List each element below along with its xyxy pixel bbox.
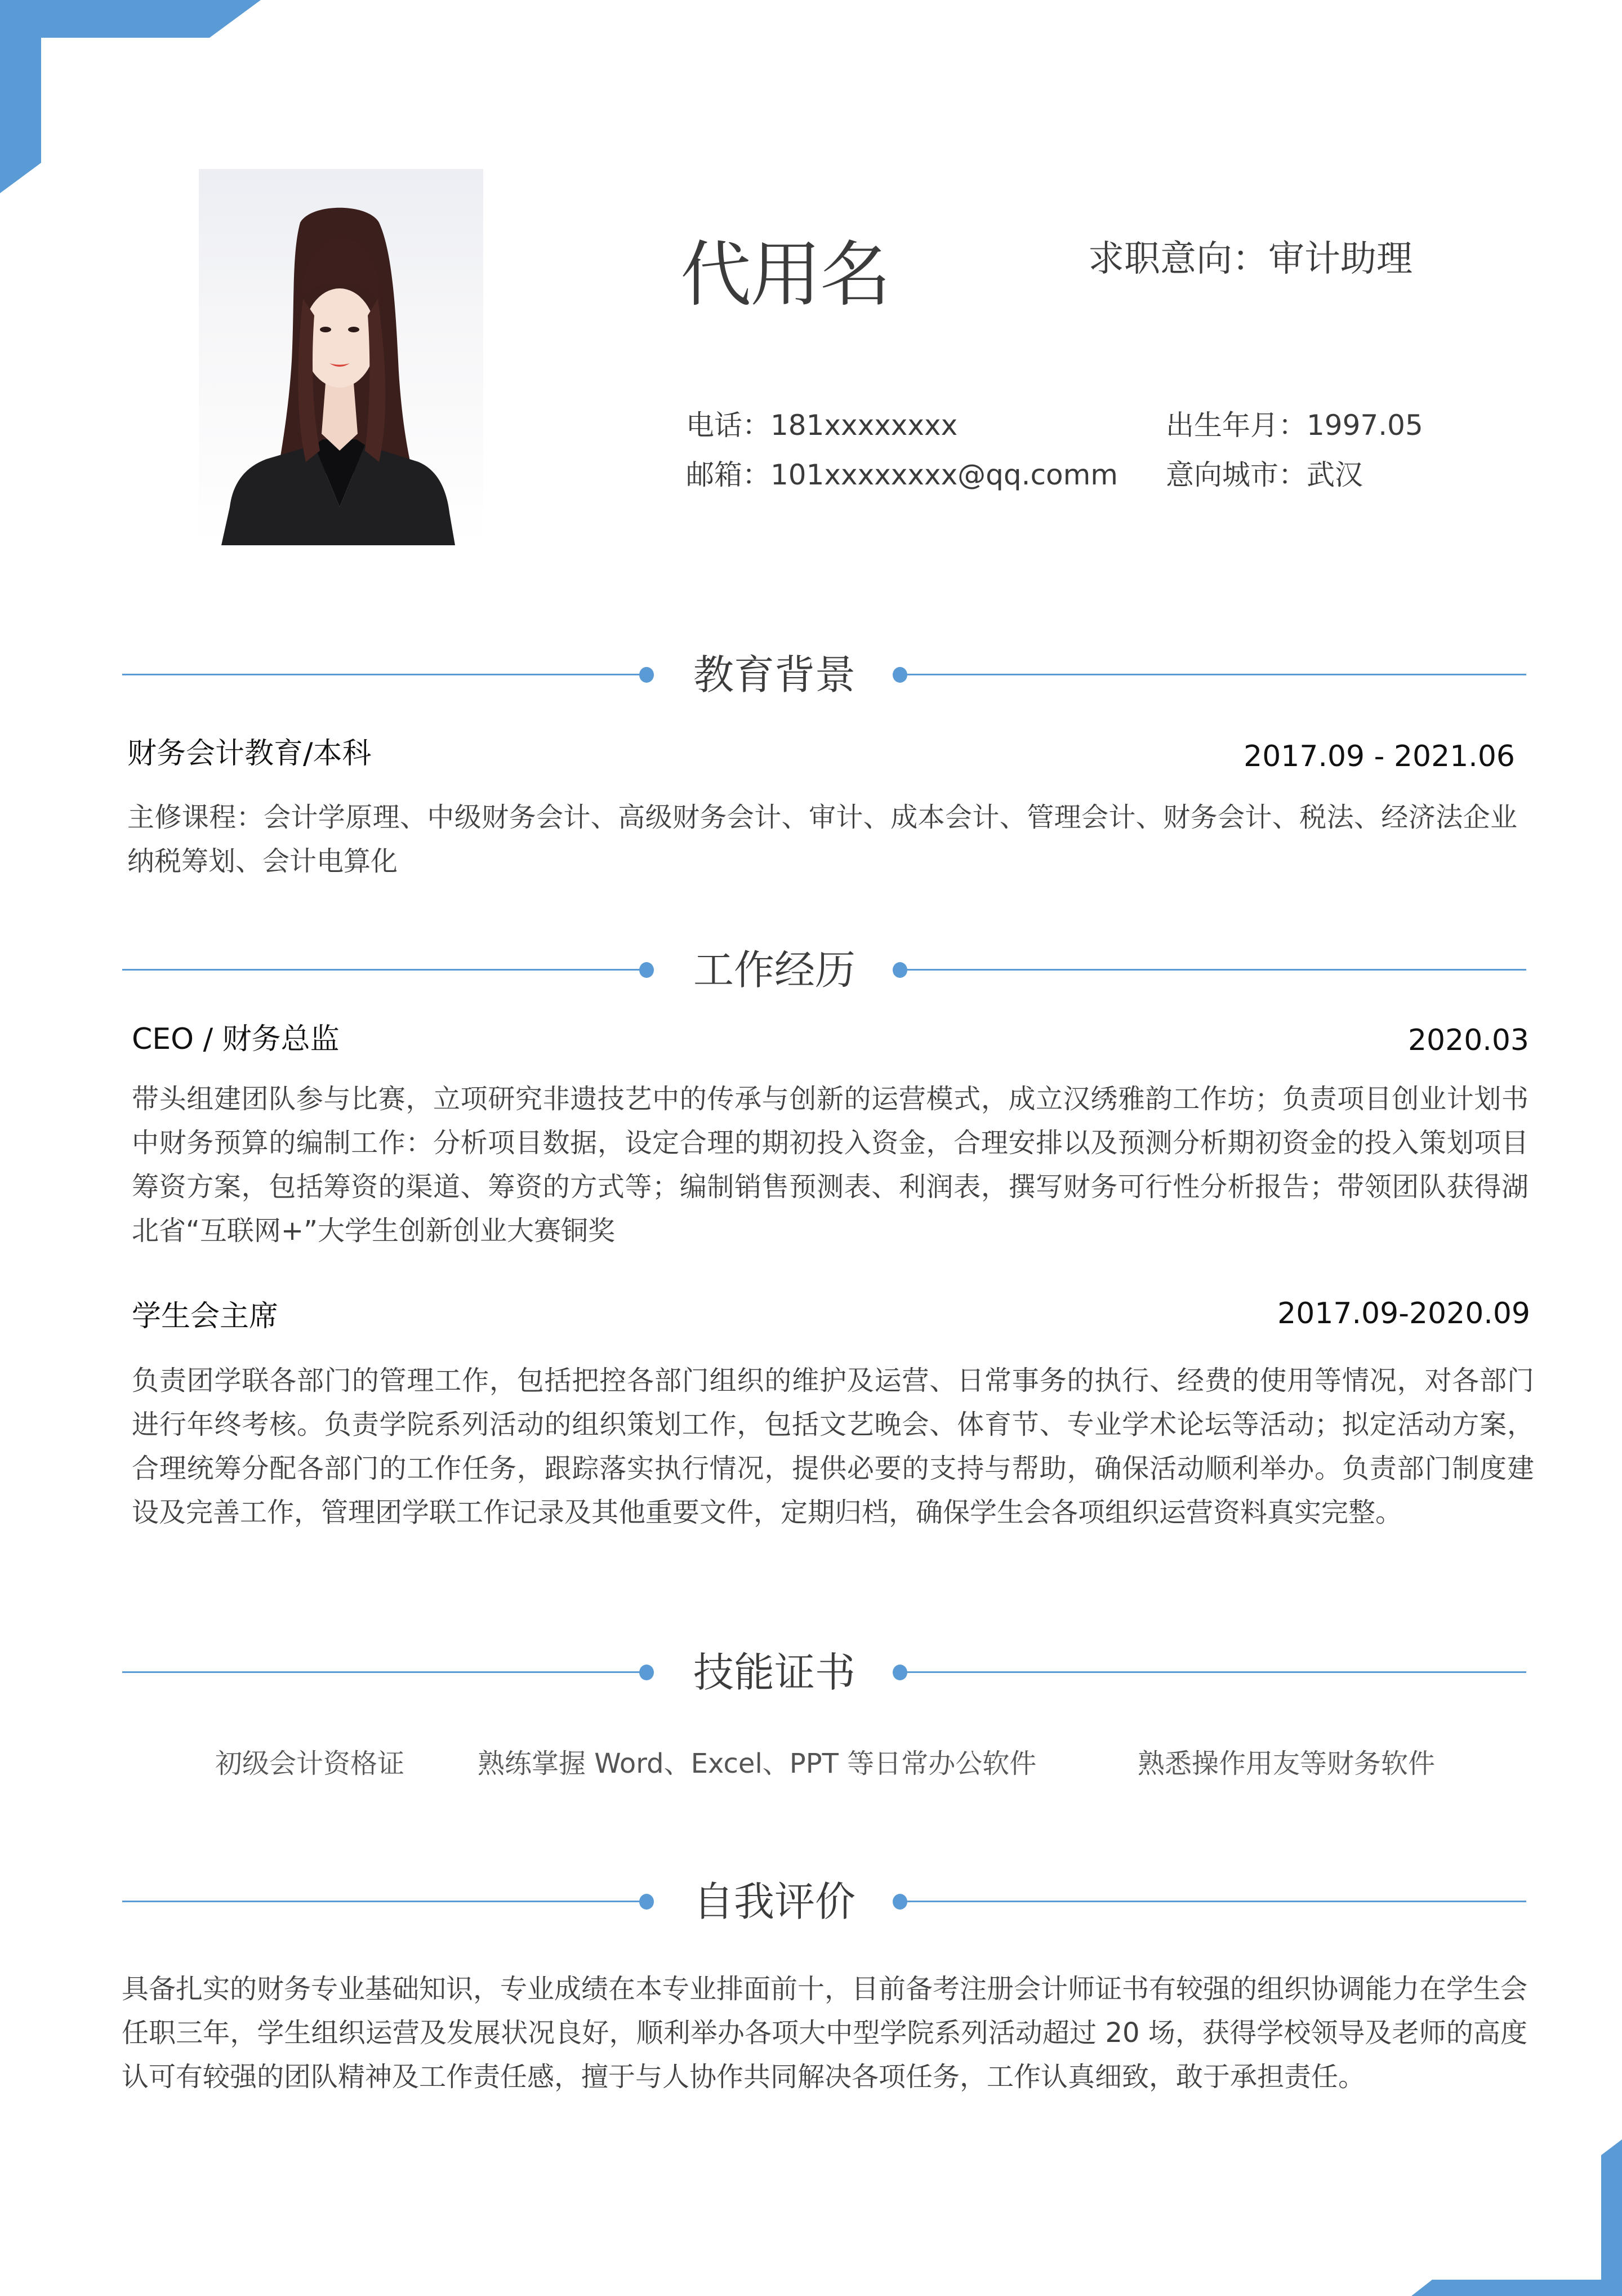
section-header-self-eval bbox=[0, 1874, 1622, 1930]
divider-dot-left bbox=[639, 962, 654, 978]
section-title-work: 工作经历 bbox=[693, 946, 855, 994]
divider-line-right bbox=[901, 969, 1526, 971]
education-date: 2017.09 - 2021.06 bbox=[1244, 740, 1515, 773]
skill-item: 熟悉操作用友等财务软件 bbox=[1138, 1748, 1436, 1779]
divider-dot-left bbox=[639, 667, 654, 683]
email: 邮箱：101xxxxxxxx@qq.comm bbox=[686, 459, 1119, 491]
divider-line-left bbox=[122, 969, 643, 971]
divider-line-right bbox=[901, 1901, 1526, 1902]
section-header-skills bbox=[0, 1644, 1622, 1701]
target-city: 意向城市：武汉 bbox=[1166, 459, 1363, 491]
work-2-title: 学生会主席 bbox=[132, 1300, 279, 1333]
self-eval-description: 具备扎实的财务专业基础知识，专业成绩在本专业排面前十，目前备考注册会计师证书有较强的组织协调能力在学生会任职三年，学生组织运营及发展状况良好，顺利举办各项大中型学院系列活动超过 20 场，获得学校领导及老师的高度认可有较强的团队精神及工作责任感，擅于与人协作共同解决各项任务，工作认真细致，敢于承担责任。 bbox=[122, 1973, 1528, 2093]
work-2-date: 2017.09-2020.09 bbox=[1277, 1297, 1530, 1331]
phone: 电话：181xxxxxxxx bbox=[686, 409, 958, 442]
profile-photo bbox=[199, 169, 483, 545]
divider-dot-left bbox=[639, 1894, 654, 1910]
work-2-description: 负责团学联各部门的管理工作，包括把控各部门组织的维护及运营、日常事务的执行、经费的使用等情况，对各部门进行年终考核。负责学院系列活动的组织策划工作，包括文艺晚会、体育节、专业学术论坛等活动；拟定活动方案，合理统筹分配各部门的工作任务，跟踪落实执行情况，提供必要的支持与帮助，确保活动顺利举办。负责部门制度建设及完善工作，管理团学联工作记录及其他重要文件，定期归档，确保学生会各项组织运营资料真实完整。 bbox=[132, 1365, 1534, 1528]
divider-line-left bbox=[122, 674, 643, 675]
divider-line-right bbox=[901, 1671, 1526, 1673]
section-title-education: 教育背景 bbox=[693, 651, 855, 698]
section-title-skills: 技能证书 bbox=[693, 1649, 855, 1696]
education-title: 财务会计教育/本科 bbox=[127, 737, 372, 771]
work-1-description: 带头组建团队参与比赛，立项研究非遗技艺中的传承与创新的运营模式，成立汉绣雅韵工作坊；负责项目创业计划书中财务预算的编制工作：分析项目数据，设定合理的期初投入资金，合理安排以及预测分析期初资金的投入策划项目筹资方案，包括筹资的渠道、筹资的方式等；编制销售预测表、利润表，撰写财务可行性分析报告；带领团队获得湖北省“互联网+”大学生创新创业大赛铜奖 bbox=[132, 1083, 1529, 1247]
divider-line-left bbox=[122, 1671, 643, 1673]
skill-item: 熟练掌握 Word、Excel、PPT 等日常办公软件 bbox=[478, 1748, 1037, 1779]
work-1-title: CEO / 财务总监 bbox=[132, 1022, 340, 1056]
section-title-self-eval: 自我评价 bbox=[693, 1878, 855, 1925]
bottom-right-corner-decoration bbox=[1408, 2135, 1622, 2296]
section-header-work bbox=[0, 942, 1622, 998]
top-left-corner-decoration bbox=[0, 0, 265, 197]
portrait-illustration bbox=[199, 169, 483, 545]
divider-line-right bbox=[901, 674, 1526, 675]
section-header-education bbox=[0, 647, 1622, 703]
job-target: 求职意向：审计助理 bbox=[1088, 238, 1412, 280]
education-description: 主修课程：会计学原理、中级财务会计、高级财务会计、审计、成本会计、管理会计、财务会计、税法、经济法企业纳税筹划、会计电算化 bbox=[127, 802, 1517, 877]
divider-dot-left bbox=[639, 1665, 654, 1680]
skill-item: 初级会计资格证 bbox=[215, 1748, 405, 1779]
candidate-name: 代用名 bbox=[680, 233, 890, 316]
work-1-date: 2020.03 bbox=[1407, 1024, 1529, 1057]
birth-date: 出生年月：1997.05 bbox=[1166, 409, 1423, 442]
divider-line-left bbox=[122, 1901, 643, 1902]
